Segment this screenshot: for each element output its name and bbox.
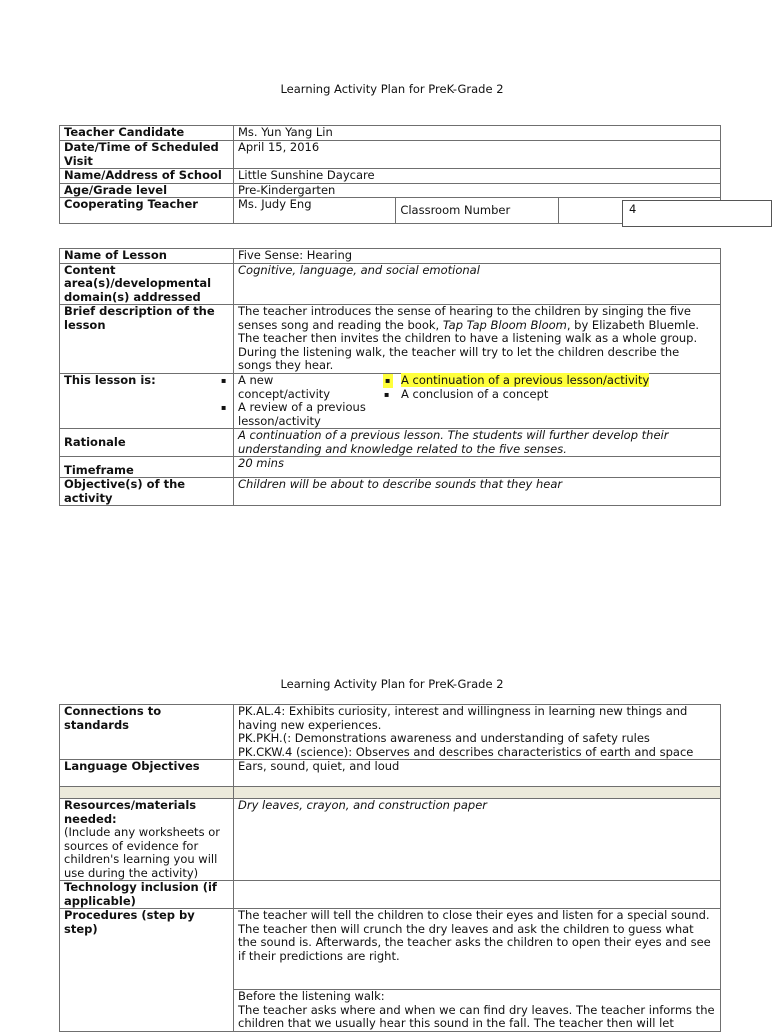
school-value: Little Sunshine Daycare [234, 169, 721, 184]
technology-value [234, 881, 721, 909]
objective-label: Objective(s) of the activity [60, 478, 234, 506]
timeframe-value: 20 mins [234, 457, 721, 478]
table-row [60, 374, 721, 429]
objective-value: Children will be about to describe sounds that they hear [234, 478, 721, 506]
brief-description-label: Brief description of the lesson [60, 305, 234, 374]
divider-cell [234, 787, 721, 799]
standard-item: PK.AL.4: Exhibits curiosity, interest and willingness in learning new things and having new experiences. [238, 704, 688, 732]
table-row [60, 183, 721, 198]
list-item: ▪ A new concept/activity [221, 373, 331, 401]
bullet-icon: ▪ [383, 374, 393, 388]
rationale-label: Rationale [60, 429, 234, 457]
table-row [60, 457, 721, 478]
table-row [60, 126, 721, 141]
technology-label: Technology inclusion (if applicable) [60, 881, 234, 909]
teacher-candidate-value: Ms. Yun Yang Lin [234, 126, 721, 141]
brief-text-1: The teacher introduces the sense of hearing to the children by singing the five senses song and reading the book, [238, 304, 691, 332]
page-title-2: Learning Activity Plan for PreK-Grade 2 [280, 677, 504, 691]
language-objectives-label: Language Objectives [60, 760, 234, 787]
bullet-icon: ▪ [384, 389, 390, 399]
standard-item: PK.PKH.(: Demonstrations awareness and understanding of safety rules [238, 731, 650, 745]
date-value: April 15, 2016 [234, 141, 721, 169]
lesson-type-options [221, 373, 721, 429]
procedures-label: Procedures (step by step) [60, 909, 234, 1032]
table-row [60, 799, 721, 881]
classroom-number-value: 4 [622, 200, 772, 227]
resources-label: Resources/materials needed: (Include any worksheets or sources of evidence for children's learning you will use during the activity) [60, 799, 234, 881]
procedures-value [234, 909, 721, 1032]
lesson-name-value: Five Sense: Hearing [234, 249, 721, 264]
table-row [60, 429, 721, 457]
table-row [60, 263, 721, 305]
table-row [60, 169, 721, 184]
standards-value [234, 705, 721, 760]
grade-label: Age/Grade level [60, 183, 234, 198]
table-row [60, 787, 721, 799]
lesson-table [59, 248, 721, 506]
classroom-number-label: Classroom Number [396, 198, 558, 224]
bullet-icon: ▪ [221, 403, 227, 412]
cooperating-teacher-value: Ms. Judy Eng [234, 198, 396, 224]
procedures-step-2: Before the listening walk: The teacher asks where and when we can find dry leaves. The teacher informs the children that we usually hear this sound in the fall. The teacher then will let [238, 989, 715, 1030]
table-row [60, 760, 721, 787]
list-item: ▪ A conclusion of a concept [384, 386, 549, 401]
language-objectives-value: Ears, sound, quiet, and loud [234, 760, 721, 787]
brief-description-value [234, 305, 721, 374]
standard-item: PK.CKW.4 (science): Observes and describes characteristics of earth and space [238, 744, 694, 759]
standards-label: Connections to standards [60, 705, 234, 760]
resources-value: Dry leaves, crayon, and construction paper [234, 799, 721, 881]
standards-table [59, 704, 721, 1032]
grade-value: Pre-Kindergarten [234, 183, 721, 198]
brief-text-2: , by Elizabeth Bluemle. The teacher then invites the children to have a listening walk as a whole group. During the listening walk, the teacher will try to let the children describe the songs they hear. [238, 317, 700, 372]
list-item: ▪ A continuation of a previous lesson/activity [385, 373, 650, 387]
rationale-value: A continuation of a previous lesson. The students will further develop their understanding and knowledge related to the five senses. [234, 429, 721, 457]
book-title: Tap Tap Bloom Bloom [442, 317, 567, 332]
lesson-type-list [221, 373, 716, 428]
date-label: Date/Time of Scheduled Visit [60, 141, 234, 169]
school-label: Name/Address of School [60, 169, 234, 184]
table-row [60, 881, 721, 909]
teacher-candidate-label: Teacher Candidate [60, 126, 234, 141]
bullet-icon: ▪ [221, 376, 227, 385]
table-row [60, 305, 721, 374]
content-area-value: Cognitive, language, and social emotional [234, 263, 721, 305]
timeframe-label: Timeframe [60, 457, 234, 478]
page-title: Learning Activity Plan for PreK-Grade 2 [280, 82, 504, 96]
table-row [60, 705, 721, 760]
cooperating-teacher-label: Cooperating Teacher [60, 198, 234, 224]
resources-note: (Include any worksheets or sources of evidence for children's learning you will use during the activity) [64, 825, 220, 880]
divider-cell [60, 787, 234, 799]
content-area-label: Content area(s)/developmental domain(s) addressed [60, 263, 234, 305]
table-row [60, 249, 721, 264]
table-row [60, 141, 721, 169]
lesson-name-label: Name of Lesson [60, 249, 234, 264]
lesson-is-label: This lesson is: [60, 374, 234, 429]
table-row [60, 478, 721, 506]
procedures-step-1: The teacher will tell the children to close their eyes and listen for a special sound. The teacher then will crunch the dry leaves and ask the children to guess what the sound is. Afterwards, the teacher asks the children to open their eyes and see if their predictions are right. [234, 909, 720, 990]
list-item: ▪ A review of a previous lesson/activity [221, 400, 366, 428]
table-row [60, 909, 721, 1032]
